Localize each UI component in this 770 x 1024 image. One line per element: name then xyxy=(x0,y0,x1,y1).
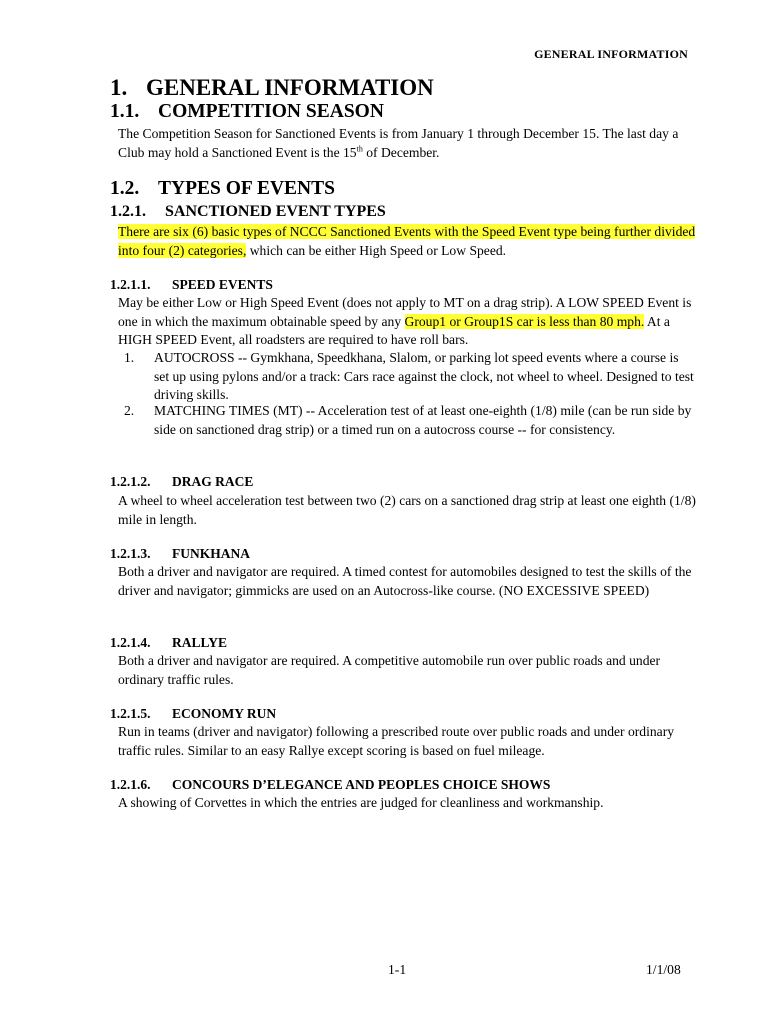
highlighted-text: There are six (6) basic types of NCCC Sanctioned Events with the Speed Event type being further divided into four (2) categories, xyxy=(118,224,696,258)
section-title: TYPES OF EVENTS xyxy=(158,178,335,199)
rallye-heading xyxy=(110,635,227,651)
funkhana-heading xyxy=(110,546,250,562)
section-title: ECONOMY RUN xyxy=(172,706,277,721)
list-text: MATCHING TIMES (MT) -- Acceleration test of at least one-eighth (1/8) mile (can be run side by side on sanctioned drag strip) or a timed run on a autocross course -- for consistency. xyxy=(154,403,692,437)
paragraph-text: of December. xyxy=(362,144,440,160)
speed-events-paragraph xyxy=(118,294,698,350)
list-item xyxy=(124,349,694,405)
section-1-2-1-heading xyxy=(110,203,386,221)
section-title: COMPETITION SEASON xyxy=(158,101,384,122)
list-number: 1. xyxy=(124,350,135,365)
footer-date: 1/1/08 xyxy=(646,962,681,977)
section-number: 1.2. xyxy=(110,178,140,199)
section-1-1-heading xyxy=(110,101,384,123)
page-number: 1-1 xyxy=(388,962,407,977)
rallye-paragraph: Both a driver and navigator are required. A competitive automobile run over public roads and under ordinary traffic rules. xyxy=(118,653,661,687)
list-number: 2. xyxy=(124,403,135,418)
section-number: 1.1. xyxy=(110,101,140,122)
drag-race-heading xyxy=(110,474,253,490)
section-1-heading xyxy=(110,75,434,101)
section-number: 1.2.1.5. xyxy=(110,706,151,721)
section-title: FUNKHANA xyxy=(172,546,250,561)
paragraph-text: At a HIGH SPEED Event, all roadsters are required to have roll bars. xyxy=(118,313,670,347)
section-number: 1.2.1.1. xyxy=(110,277,151,292)
list-item xyxy=(124,402,694,439)
superscript: th xyxy=(356,143,363,153)
list-text: AUTOCROSS -- Gymkhana, Speedkhana, Slalom, or parking lot speed events where a course is set up using pylons and/or a track: Cars race against the clock, not wheel to wheel. Designed to test driving skills. xyxy=(154,350,694,402)
speed-events-heading xyxy=(110,277,273,293)
section-number: 1. xyxy=(110,75,128,100)
concours-heading xyxy=(110,777,550,793)
highlighted-text: Group1 or Group1S car is less than 80 mph. xyxy=(404,313,645,329)
drag-race-paragraph: A wheel to wheel acceleration test between two (2) cars on a sanctioned drag strip at least one eighth (1/8) mile in length. xyxy=(118,493,696,527)
economy-run-paragraph: Run in teams (driver and navigator) following a prescribed route over public roads and under ordinary traffic rules. Similar to an easy Rallye except scoring is based on fuel mileage. xyxy=(118,724,675,758)
section-number: 1.2.1.2. xyxy=(110,474,151,489)
economy-run-heading xyxy=(110,706,276,722)
section-title: SPEED EVENTS xyxy=(172,277,273,292)
sanctioned-event-types-paragraph xyxy=(118,223,698,260)
section-title: CONCOURS D’ELEGANCE AND PEOPLES CHOICE SHOWS xyxy=(172,777,551,792)
section-number: 1.2.1.3. xyxy=(110,546,151,561)
section-title: SANCTIONED EVENT TYPES xyxy=(165,203,386,220)
section-title: GENERAL INFORMATION xyxy=(146,75,434,100)
section-title: DRAG RACE xyxy=(172,474,254,489)
paragraph-text: May be either Low or High Speed Event (does not apply to MT on a drag strip). A LOW SPEED Event is one in which the maximum obtainable speed by any xyxy=(118,295,692,329)
concours-paragraph: A showing of Corvettes in which the entries are judged for cleanliness and workmanship. xyxy=(118,795,604,810)
section-number: 1.2.1.6. xyxy=(110,777,151,792)
section-number: 1.2.1.4. xyxy=(110,635,151,650)
competition-season-paragraph xyxy=(118,125,698,162)
running-header: GENERAL INFORMATION xyxy=(534,47,688,61)
section-1-2-heading xyxy=(110,178,335,200)
section-title: RALLYE xyxy=(172,635,228,650)
paragraph-text: which can be either High Speed or Low Speed. xyxy=(246,242,507,258)
section-number: 1.2.1. xyxy=(110,203,146,220)
paragraph-text: The Competition Season for Sanctioned Events is from January 1 through December 15. The last day a Club may hold a Sanctioned Event is the 15 xyxy=(118,126,679,160)
funkhana-paragraph: Both a driver and navigator are required. A timed contest for automobiles designed to test the skills of the driver and navigator; gimmicks are used on an Autocross-like course. (NO EXCESSIVE SPEED) xyxy=(118,564,692,598)
